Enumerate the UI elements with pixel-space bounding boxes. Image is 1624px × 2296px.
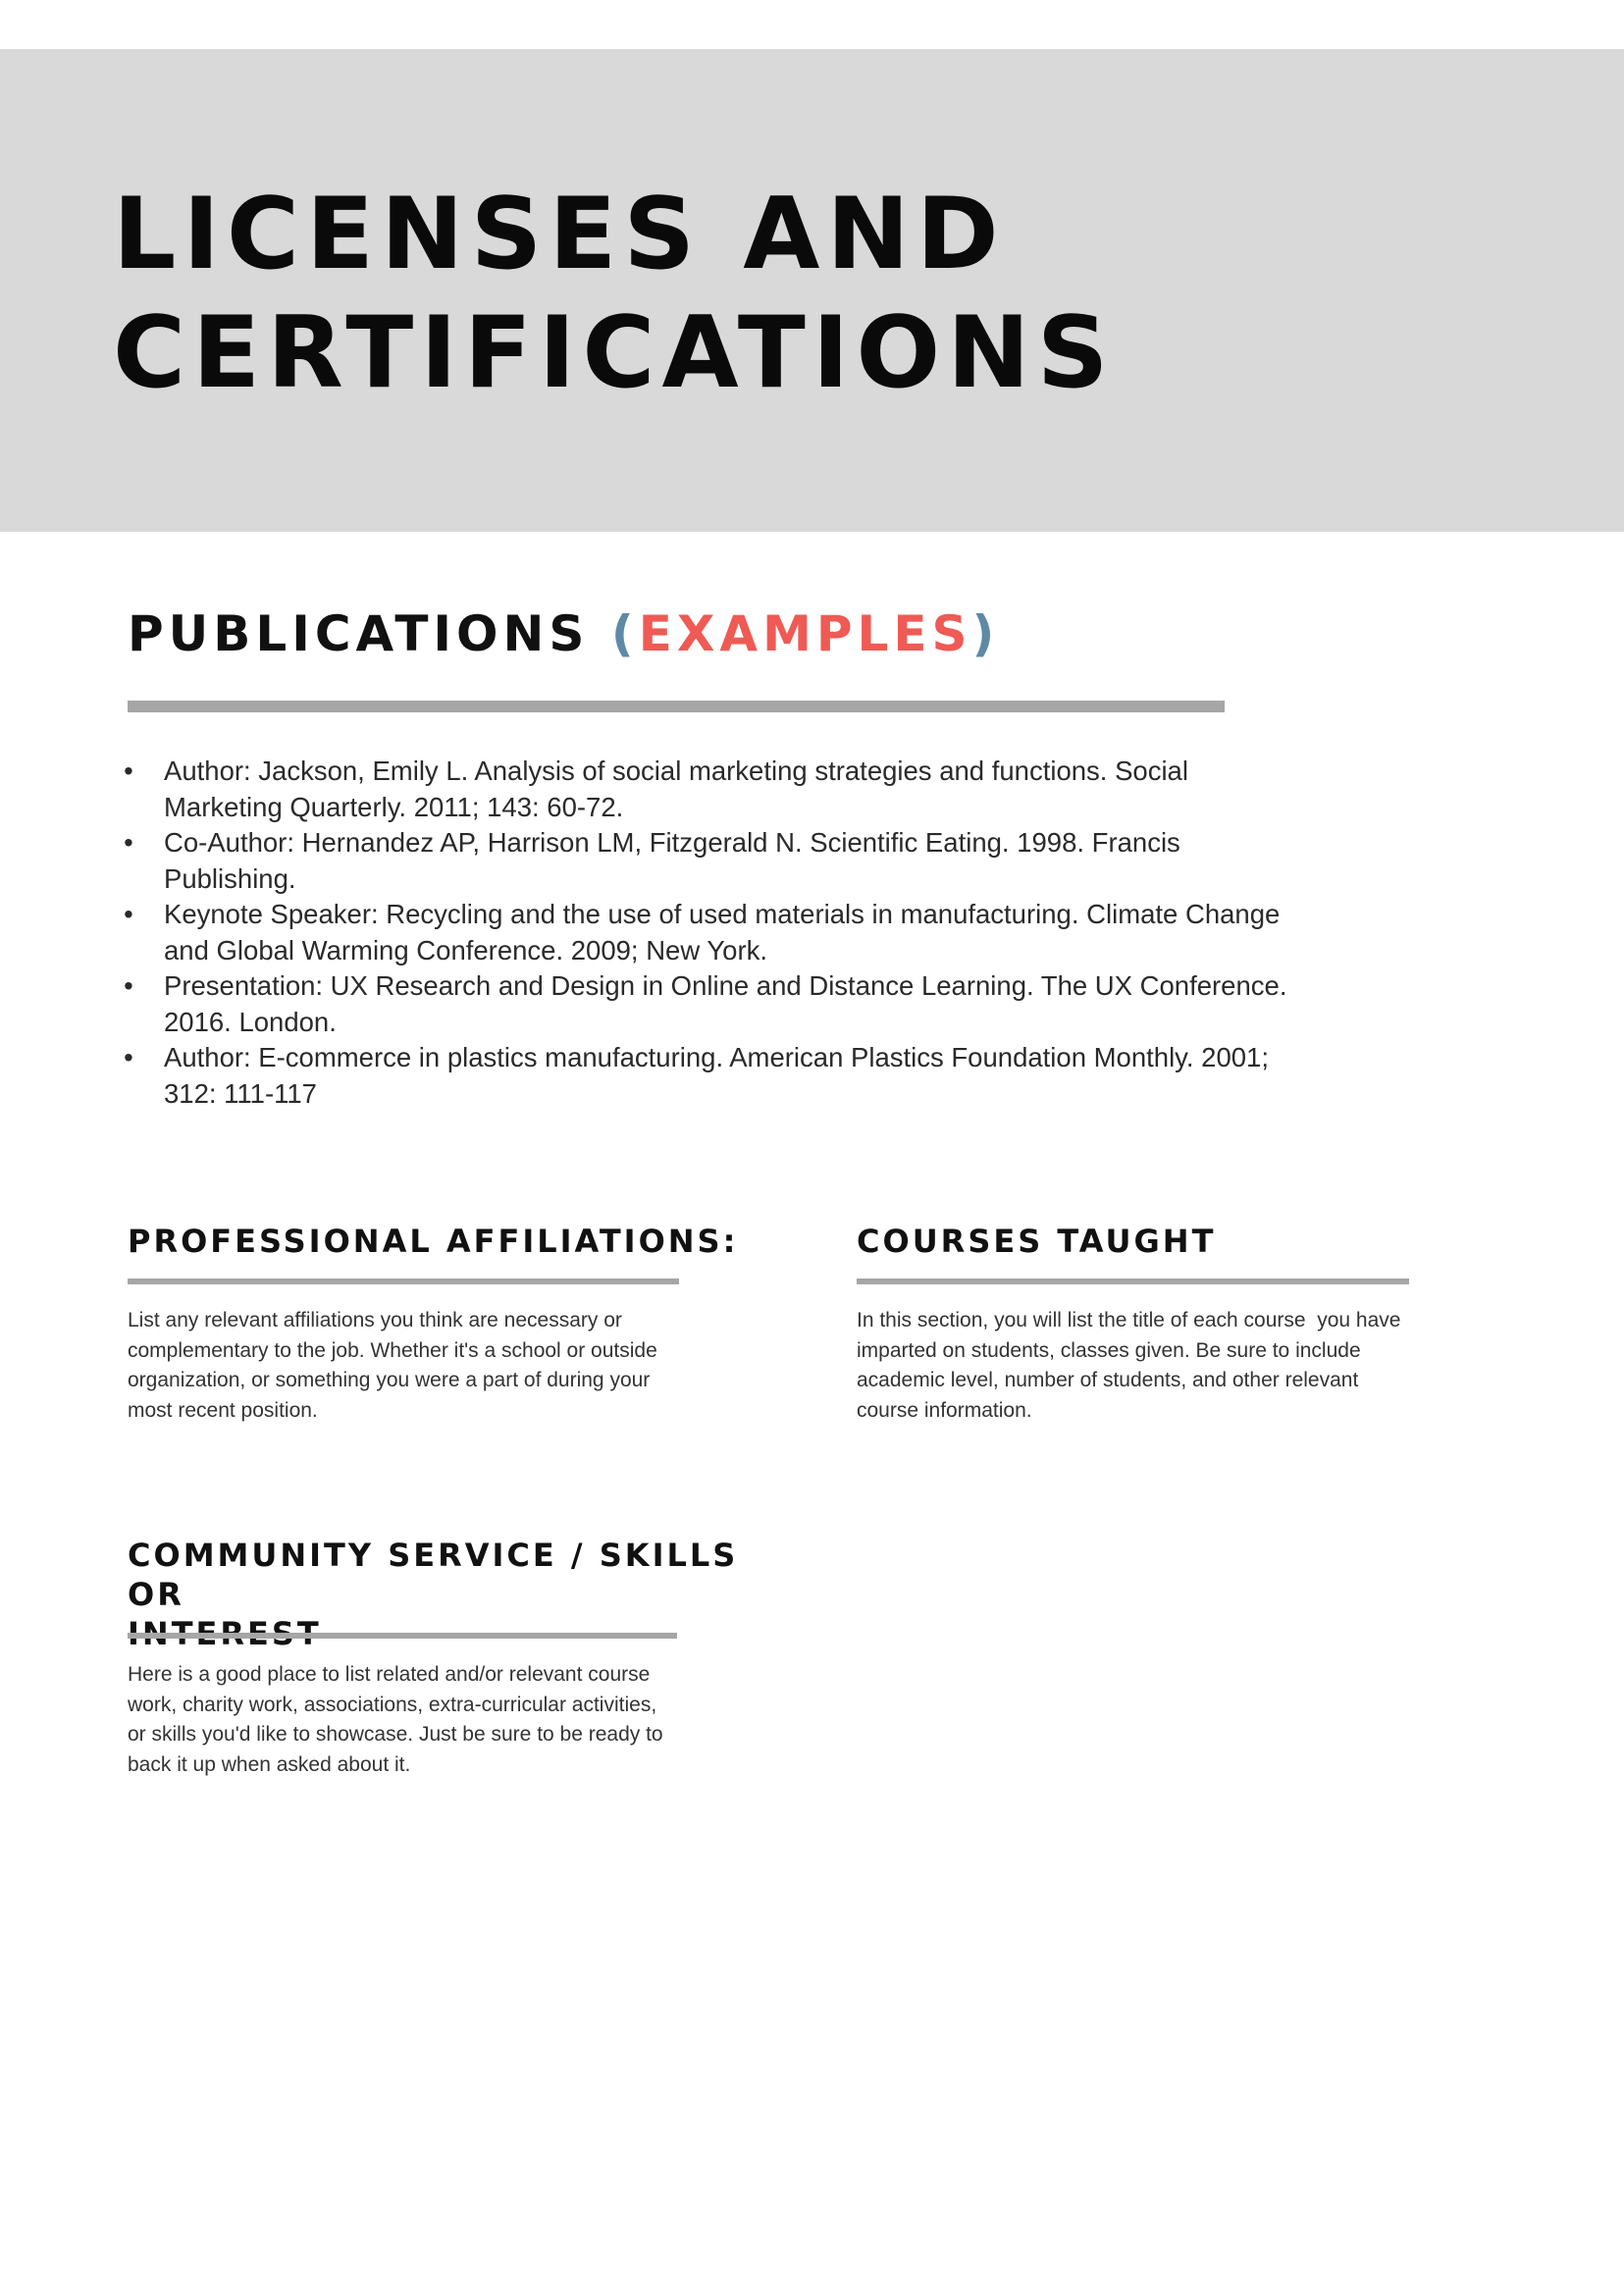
publication-item (124, 754, 1315, 825)
community-heading-line-1: COMMUNITY SERVICE / SKILLS OR (128, 1537, 739, 1613)
publication-line-2: Marketing Quarterly. 2011; 143: 60-72. (164, 791, 624, 822)
bullet-icon: • (124, 756, 133, 786)
body-line: List any relevant affiliations you think are necessary or (128, 1309, 622, 1331)
body-line: back it up when asked about it. (128, 1752, 411, 1776)
courses-heading: COURSES TAUGHT (857, 1223, 1217, 1260)
affiliations-heading: PROFESSIONAL AFFILIATIONS: (128, 1223, 739, 1260)
publication-line-2: and Global Warming Conference. 2009; New York. (164, 934, 768, 965)
publications-open-paren: ( (610, 605, 639, 662)
body-line: complementary to the job. Whether it's a school or outside (128, 1338, 657, 1362)
publication-line-1: Author: E-commerce in plastics manufacturing. American Plastics Foundation Monthly. 2001; (164, 1042, 1269, 1072)
page-title-line-1: LICENSES AND (113, 176, 1006, 291)
courses-body (857, 1306, 1445, 1426)
bullet-icon: • (124, 899, 133, 929)
body-line: course information. (857, 1398, 1032, 1422)
publications-heading-text: PUBLICATIONS (128, 605, 590, 662)
publication-line-2: 312: 111-117 (164, 1077, 317, 1109)
page-title-line-2: CERTIFICATIONS (113, 294, 1116, 410)
page-title (113, 175, 1115, 412)
community-divider (128, 1633, 677, 1639)
bullet-icon: • (124, 827, 133, 858)
body-line: Here is a good place to list related and/or relevant course (128, 1663, 651, 1686)
body-line: academic level, number of students, and other relevant (857, 1369, 1359, 1391)
publication-item (124, 897, 1315, 968)
bullet-icon: • (124, 970, 133, 1001)
publications-heading (128, 602, 999, 665)
publications-list (124, 754, 1315, 1112)
body-line: In this section, you will list the title of each course you have (857, 1309, 1401, 1331)
bullet-icon: • (124, 1042, 133, 1072)
publication-line-1: Presentation: UX Research and Design in Online and Distance Learning. The UX Conference. (164, 970, 1287, 1001)
affiliations-divider (128, 1278, 679, 1284)
publication-line-1: Author: Jackson, Emily L. Analysis of social marketing strategies and functions. Social (164, 756, 1188, 786)
courses-divider (857, 1278, 1409, 1284)
body-line: imparted on students, classes given. Be sure to include (857, 1338, 1361, 1362)
body-line: or skills you'd like to showcase. Just be sure to be ready to (128, 1723, 663, 1746)
publication-item (124, 1040, 1315, 1112)
publication-line-1: Co-Author: Hernandez AP, Harrison LM, Fitzgerald N. Scientific Eating. 1998. Francis (164, 827, 1180, 858)
publications-examples-label: EXAMPLES (638, 605, 972, 662)
body-line: most recent position. (128, 1398, 318, 1422)
publications-divider (128, 701, 1225, 712)
affiliations-body (128, 1306, 716, 1426)
publication-item (124, 825, 1315, 897)
publication-line-2: 2016. London. (164, 1006, 337, 1037)
body-line: work, charity work, associations, extra-curricular activities, (128, 1693, 657, 1716)
publication-item (124, 968, 1315, 1040)
publication-line-2: Publishing. (164, 862, 296, 894)
publication-line-1: Keynote Speaker: Recycling and the use of used materials in manufacturing. Climate Change (164, 899, 1281, 929)
publications-close-paren: ) (971, 605, 1000, 662)
body-line: organization, or something you were a part of during your (128, 1369, 651, 1391)
community-body (128, 1660, 716, 1780)
